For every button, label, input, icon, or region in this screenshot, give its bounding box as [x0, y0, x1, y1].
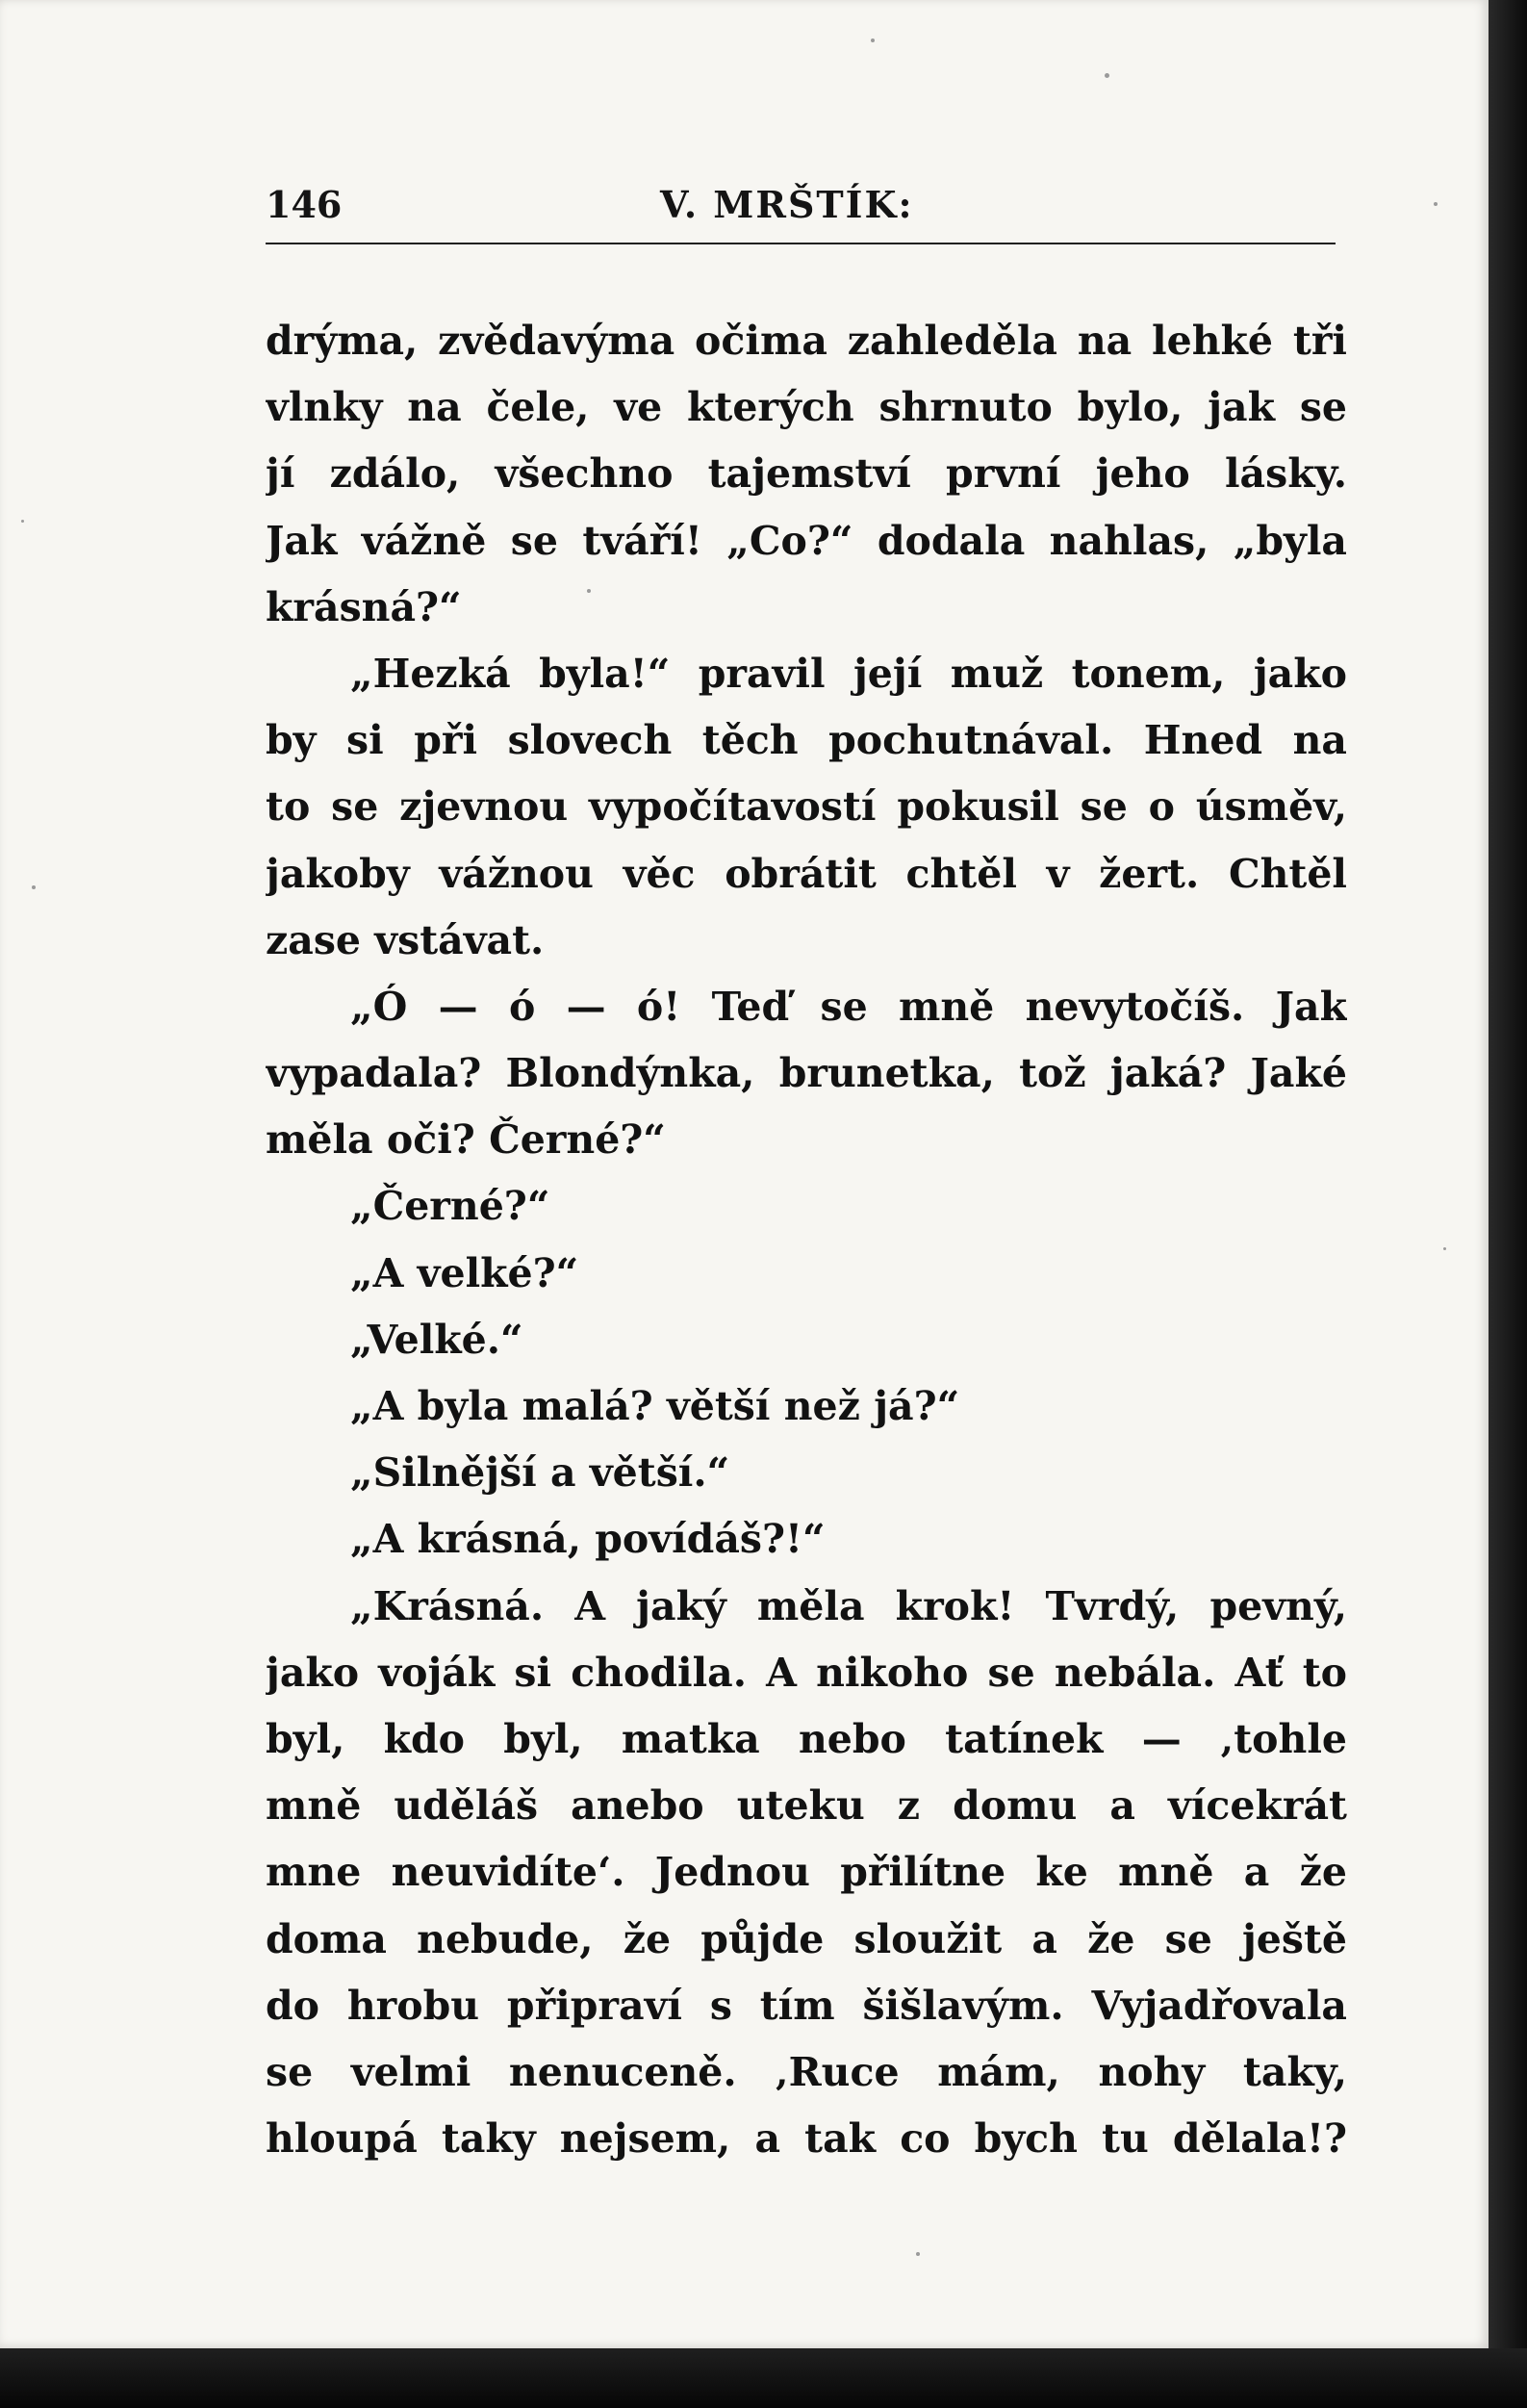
text-line: krásná?“	[266, 583, 462, 630]
text-line: by si při slovech těch pochutnával. Hned na	[266, 717, 1347, 764]
text-line: se velmi nenuceně. ‚Ruce mám, nohy taky,	[266, 2048, 1347, 2095]
text-line: zase vstávat.	[266, 916, 545, 963]
text-line: mne neuvidíte‘. Jednou přilítne ke mně a že	[266, 1849, 1347, 1896]
page-number: 146	[266, 183, 343, 226]
text-line: „Hezká byla!“ pravil její muž tonem, jako	[350, 650, 1347, 697]
paper-speck	[21, 520, 24, 523]
text-line: „Černé?“	[350, 1183, 550, 1230]
text-line: drýma, zvědavýma očima zahleděla na lehké tři	[266, 318, 1347, 364]
text-line: doma nebude, že půjde sloužit a že se ještě	[266, 1915, 1347, 1962]
text-line: „A krásná, povídáš?!“	[350, 1516, 826, 1563]
text-line: „Silnější a větší.“	[350, 1449, 730, 1497]
running-head: V. MRŠTÍK:	[660, 183, 914, 226]
paper-speck	[916, 2252, 920, 2256]
text-line: měla oči? Černé?“	[266, 1116, 666, 1164]
page-bottom-shadow	[0, 2348, 1527, 2408]
text-line: „A byla malá? větší než já?“	[350, 1383, 960, 1429]
text-line: jí zdálo, všechno tajemství první jeho lásky.	[266, 450, 1347, 498]
text-line: jako voják si chodila. A nikoho se nebála. Ať to	[266, 1649, 1347, 1696]
text-line: vlnky na čele, ve kterých shrnuto bylo, jak se	[266, 384, 1347, 431]
text-line: do hrobu připraví s tím šišlavým. Vyjadřovala	[266, 1982, 1347, 2029]
text-line: mně uděláš anebo uteku z domu a vícekrát	[266, 1782, 1347, 1830]
text-line: hloupá taky nejsem, a tak co bych tu dělala!?	[266, 2115, 1347, 2163]
body-text	[266, 308, 1347, 2172]
text-line: „Velké.“	[350, 1316, 523, 1363]
paper-speck	[1105, 73, 1109, 78]
text-line: to se zjevnou vypočítavostí pokusil se o úsměv,	[266, 783, 1347, 831]
text-line: „Ó — ó — ó! Teď se mně nevytočíš. Jak	[350, 983, 1347, 1030]
text-line: jakoby vážnou věc obrátit chtěl v žert. Chtěl	[266, 850, 1347, 897]
paper-speck	[871, 38, 875, 42]
text-line: Jak vážně se tváří! „Co?“ dodala nahlas, „byla	[266, 517, 1347, 564]
page-edge-shadow	[1489, 0, 1527, 2408]
text-line: byl, kdo byl, matka nebo tatínek — ‚tohle	[266, 1715, 1347, 1762]
text-line: „Krásná. A jaký měla krok! Tvrdý, pevný,	[350, 1582, 1347, 1629]
text-line: „A velké?“	[350, 1249, 579, 1296]
page-header	[266, 173, 1336, 241]
header-rule	[266, 243, 1336, 244]
paper-speck	[32, 885, 36, 889]
paper-speck	[587, 589, 591, 593]
paper-speck	[1443, 1247, 1446, 1250]
text-line: vypadala? Blondýnka, brunetka, tož jaká? Jaké	[266, 1050, 1347, 1097]
paper-speck	[1434, 202, 1438, 206]
